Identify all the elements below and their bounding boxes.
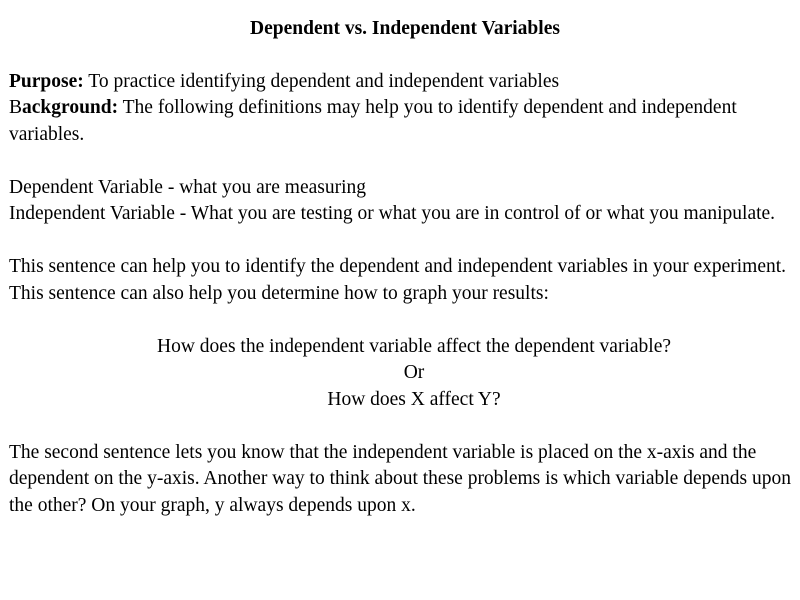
page-title: Dependent vs. Independent Variables — [250, 18, 560, 39]
independent-definition: Independent Variable - What you are testing or what you are in control of or what you manipulate. — [9, 203, 776, 224]
spacer — [9, 307, 791, 334]
background-label-initial: B — [9, 97, 23, 118]
closing-paragraph: The second sentence lets you know that the independent variable is placed on the x-axis and the dependent on the y-axis. Another way to think about these problems is which variable depends upon the other? On your graph, y always depends upon x. — [9, 441, 791, 516]
or-line: Or — [403, 362, 425, 383]
spacer — [9, 228, 791, 255]
purpose-line — [9, 69, 791, 96]
document-page — [9, 16, 791, 519]
intro-paragraph: This sentence can help you to identify the dependent and independent variables in your experiment. This sentence can also help you determine how to graph your results: — [9, 256, 787, 304]
background-text: The following definitions may help you to identify dependent and independent variables. — [9, 97, 737, 145]
question-line: How does the independent variable affect the dependent variable? — [157, 335, 671, 357]
dependent-definition: Dependent Variable - what you are measuring — [9, 176, 367, 198]
spacer — [9, 148, 791, 175]
background-label: ackground: — [22, 97, 119, 118]
spacer — [9, 413, 791, 440]
xy-question-line: How does X affect Y? — [327, 388, 501, 410]
purpose-text: To practice identifying dependent and independent variables — [83, 70, 560, 92]
purpose-label: Purpose: — [9, 70, 84, 92]
background-paragraph — [9, 95, 791, 148]
